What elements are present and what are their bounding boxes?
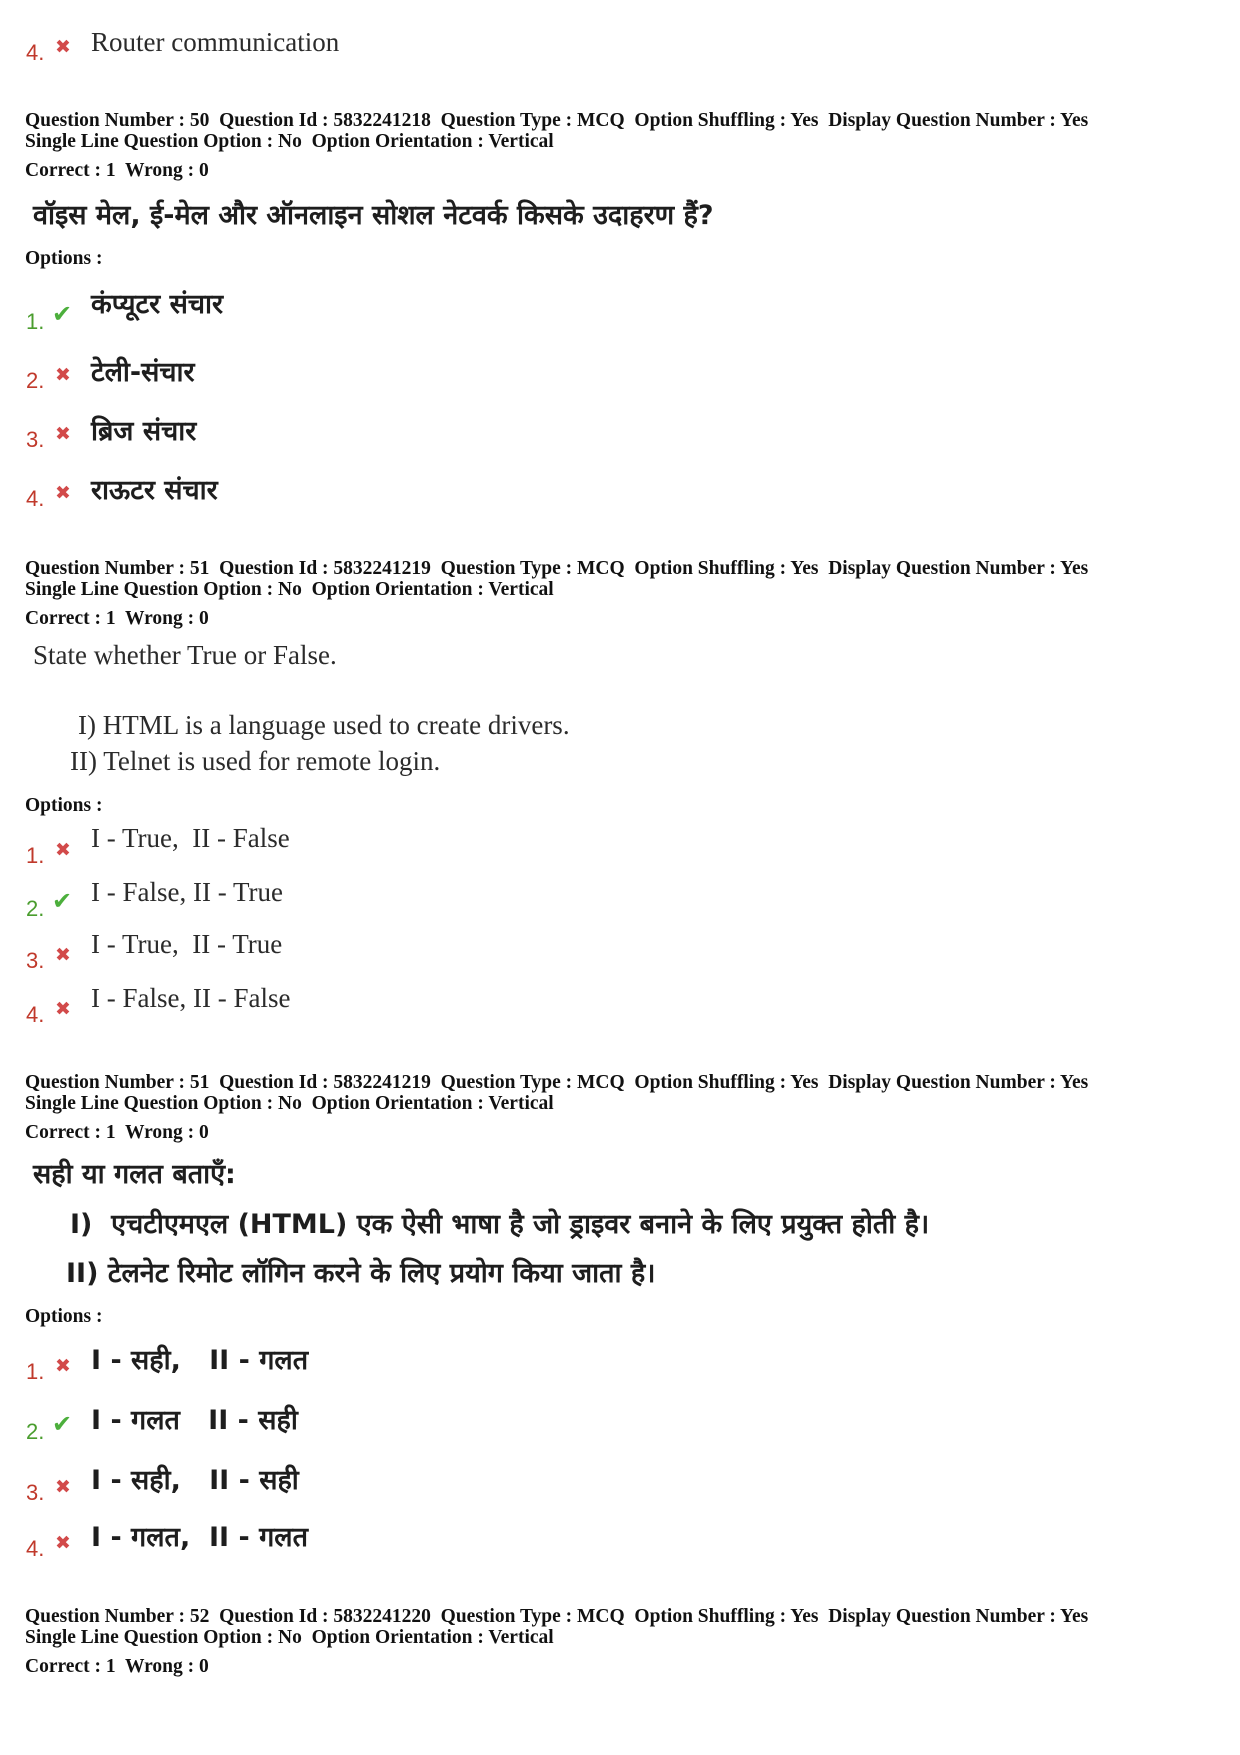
question-meta: Question Number : 51 Question Id : 5832241219 Question Type : MCQ Option Shuffling : Yes Display Question Number : Yes (25, 558, 1089, 579)
question-meta: Question Number : 52 Question Id : 5832241220 Question Type : MCQ Option Shuffling : Yes Display Question Number : Yes (25, 1606, 1089, 1627)
options-label: Options : (25, 1306, 103, 1327)
score-line: Correct : 1 Wrong : 0 (25, 608, 209, 629)
question-meta-line2: Single Line Question Option : No Option Orientation : Vertical (25, 579, 554, 600)
question-meta: Question Number : 50 Question Id : 5832241218 Question Type : MCQ Option Shuffling : Yes Display Question Number : Yes (25, 110, 1089, 131)
option-number: 4. (26, 1002, 45, 1027)
question-text: वॉइस मेल, ई-मेल और ऑनलाइन सोशल नेटवर्क किसके उदाहरण हैं? (33, 200, 714, 231)
option-number: 3. (26, 948, 45, 973)
check-icon: ✔ (52, 887, 73, 915)
cross-icon: ✖ (55, 36, 71, 58)
option-number: 2. (26, 1419, 45, 1444)
option-text: I - False, II - False (91, 983, 291, 1013)
option-text: I - सही, II - सही (91, 1465, 299, 1496)
option-text: कंप्यूटर संचार (91, 289, 224, 320)
option-text: I - गलत, II - गलत (91, 1522, 308, 1553)
options-label: Options : (25, 248, 103, 269)
question-meta: Question Number : 51 Question Id : 5832241219 Question Type : MCQ Option Shuffling : Yes Display Question Number : Yes (25, 1072, 1089, 1093)
check-icon: ✔ (52, 1410, 73, 1438)
cross-icon: ✖ (55, 1476, 71, 1498)
question-meta-line2: Single Line Question Option : No Option Orientation : Vertical (25, 131, 554, 152)
option-text: I - सही, II - गलत (91, 1345, 309, 1376)
question-meta-line2: Single Line Question Option : No Option Orientation : Vertical (25, 1093, 554, 1114)
option-text: Router communication (91, 27, 340, 57)
option-text: I - False, II - True (91, 877, 283, 907)
option-number: 4. (26, 1536, 45, 1561)
option-number: 1. (26, 1359, 45, 1384)
statement-1: I) HTML is a language used to create drivers. (78, 710, 570, 740)
cross-icon: ✖ (55, 482, 71, 504)
option-number: 1. (26, 309, 45, 334)
question-text: सही या गलत बताएँ: (33, 1159, 236, 1190)
cross-icon: ✖ (55, 1532, 71, 1554)
option-number: 1. (26, 843, 45, 868)
option-text: I - True, II - True (91, 929, 283, 959)
option-number: 3. (26, 427, 45, 452)
option-number: 3. (26, 1480, 45, 1505)
cross-icon: ✖ (55, 944, 71, 966)
option-number: 4. (26, 486, 45, 511)
cross-icon: ✖ (55, 364, 71, 386)
score-line: Correct : 1 Wrong : 0 (25, 1122, 209, 1143)
statement-1: I) एचटीएमएल (HTML) एक ऐसी भाषा है जो ड्राइवर बनाने के लिए प्रयुक्त होती है। (70, 1209, 930, 1240)
option-number: 4. (26, 40, 45, 65)
option-text: I - True, II - False (91, 823, 290, 853)
score-line: Correct : 1 Wrong : 0 (25, 1656, 209, 1677)
cross-icon: ✖ (55, 1355, 71, 1377)
score-line: Correct : 1 Wrong : 0 (25, 160, 209, 181)
options-label: Options : (25, 795, 103, 816)
option-text: I - गलत II - सही (91, 1405, 298, 1436)
statement-2: II) Telnet is used for remote login. (70, 746, 441, 776)
question-meta-line2: Single Line Question Option : No Option Orientation : Vertical (25, 1627, 554, 1648)
option-text: टेली-संचार (91, 357, 195, 388)
option-number: 2. (26, 368, 45, 393)
cross-icon: ✖ (55, 839, 71, 861)
question-text: State whether True or False. (33, 640, 337, 670)
cross-icon: ✖ (55, 423, 71, 445)
statement-2: II) टेलनेट रिमोट लॉगिन करने के लिए प्रयोग किया जाता है। (66, 1258, 656, 1289)
check-icon: ✔ (52, 300, 73, 328)
cross-icon: ✖ (55, 998, 71, 1020)
option-number: 2. (26, 896, 45, 921)
option-text: राऊटर संचार (91, 475, 218, 506)
option-text: ब्रिज संचार (91, 416, 197, 447)
